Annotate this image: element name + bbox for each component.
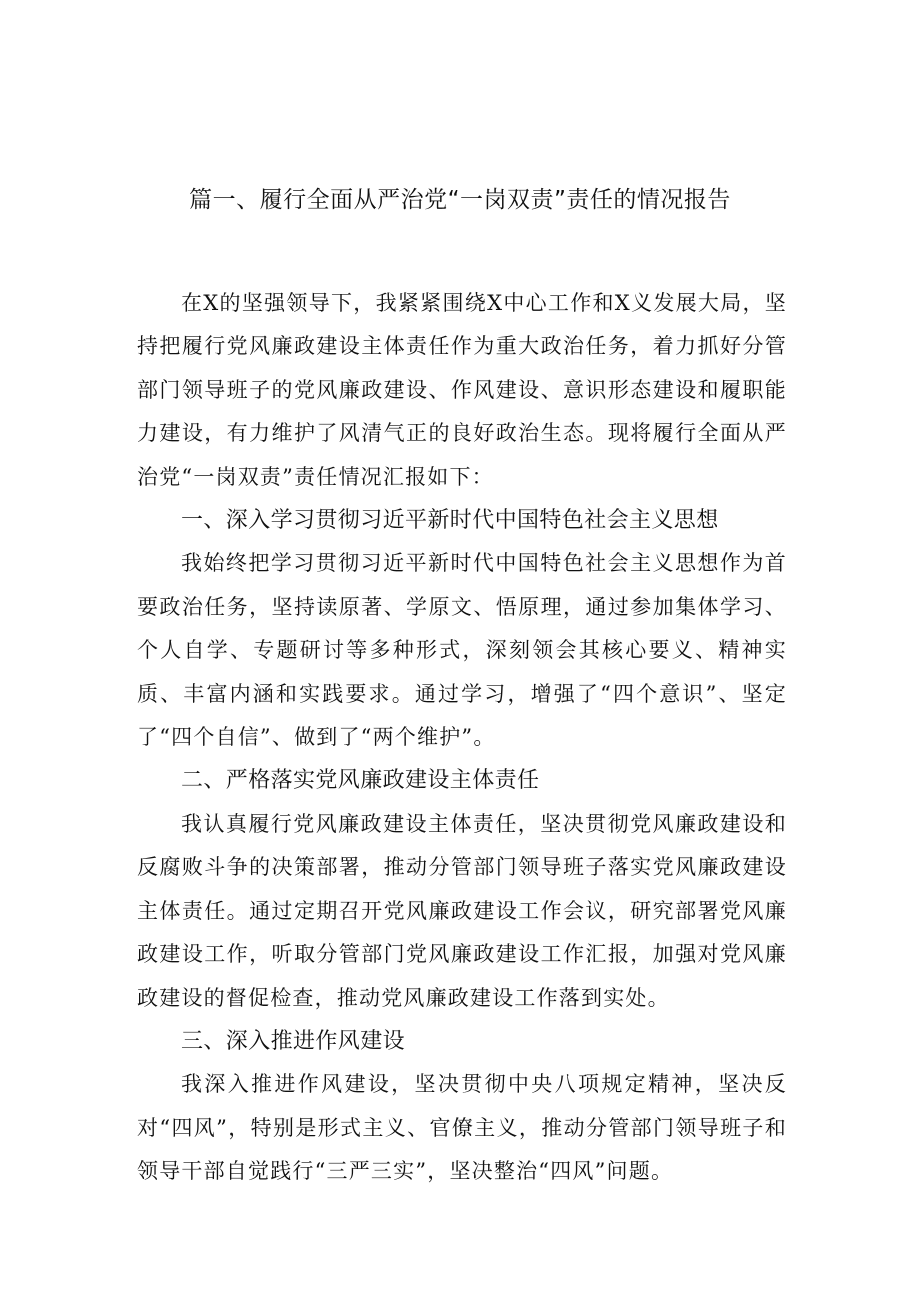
- intro-paragraph: 在X的坚强领导下，我紧紧围绕X中心工作和X义发展大局，坚持把履行党风廉政建设主体责任作为重大政治任务，着力抓好分管部门领导班子的党风廉政建设、作风建设、意识形态建设和履职能力建设，有力维护了风清气正的良好政治生态。现将履行全面从严治党“一岗双责”责任情况汇报如下：: [137, 291, 787, 489]
- document-title: 篇一、履行全面从严治党“一岗双责”责任的情况报告: [189, 187, 731, 213]
- document-body: [137, 282, 787, 1194]
- section-paragraph-1: 我始终把学习贯彻习近平新时代中国特色社会主义思想作为首要政治任务，坚持读原著、学原文、悟原理，通过参加集体学习、个人自学、专题研讨等多种形式，深刻领会其核心要义、精神实质、丰富内涵和实践要求。通过学习，增强了“四个意识”、坚定了“四个自信”、做到了“两个维护”。: [137, 551, 787, 750]
- section-paragraph-2: 我认真履行党风廉政建设主体责任，坚决贯彻党风廉政建设和反腐败斗争的决策部署，推动分管部门领导班子落实党风廉政建设主体责任。通过定期召开党风廉政建设工作会议，研究部署党风廉政建设工作，听取分管部门党风廉政建设工作汇报，加强对党风廉政建设的督促检查，推动党风廉政建设工作落到实处。: [137, 811, 787, 1010]
- section-paragraph-3: 我深入推进作风建设，坚决贯彻中央八项规定精神，坚决反对“四风”，特别是形式主义、官僚主义，推动分管部门领导班子和领导干部自觉践行“三严三实”，坚决整治“四风”问题。: [137, 1072, 787, 1184]
- section-heading-1: 一、深入学习贯彻习近平新时代中国特色社会主义思想: [181, 508, 719, 534]
- section-heading-3: 三、深入推进作风建设: [181, 1028, 406, 1054]
- section-heading-2: 二、严格落实党风廉政建设主体责任: [181, 768, 540, 794]
